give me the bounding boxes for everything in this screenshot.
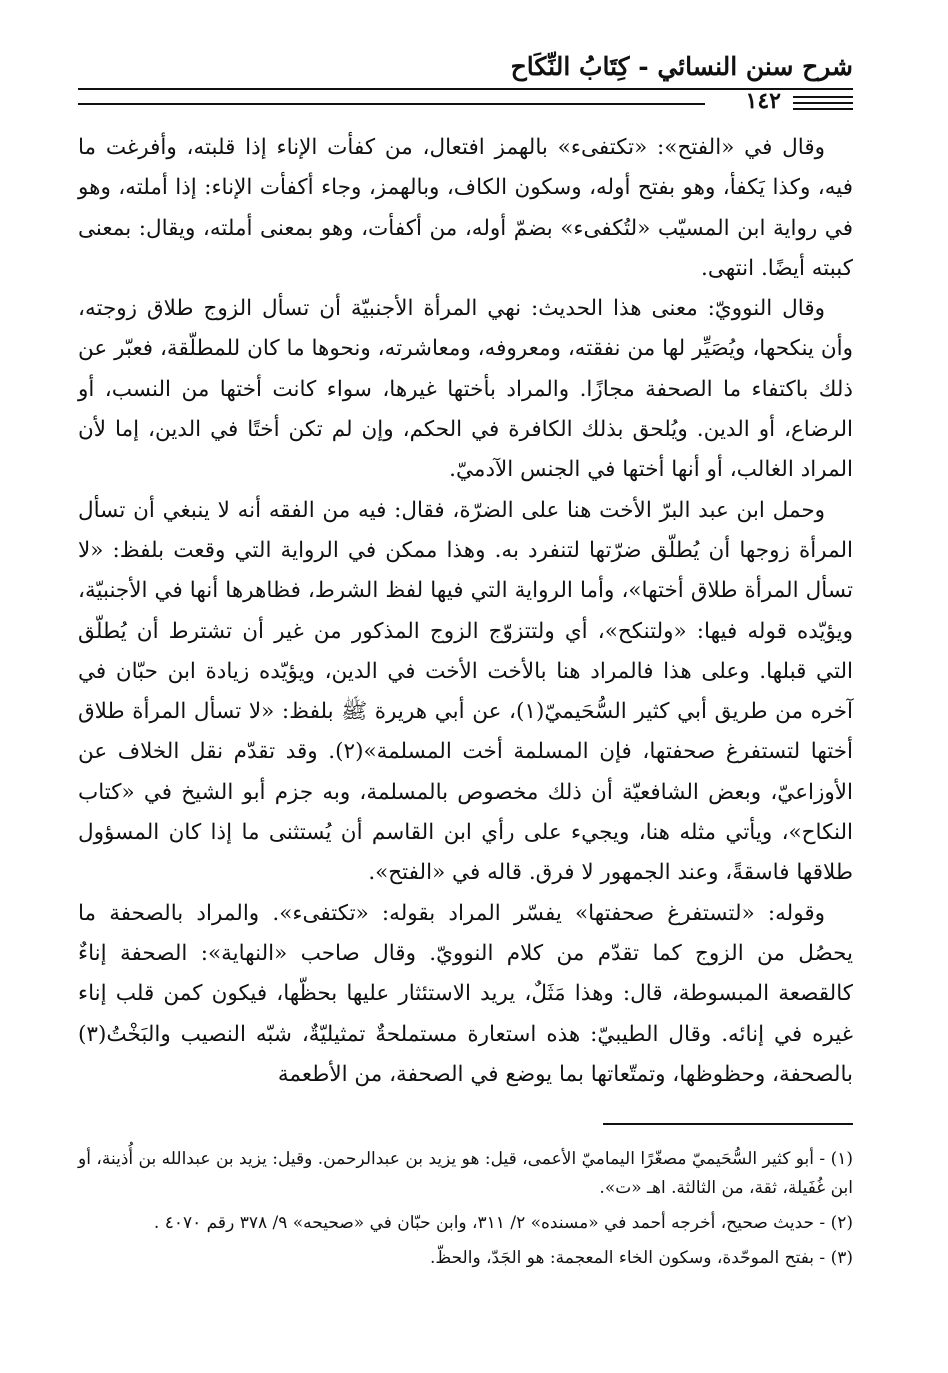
folio-ornament <box>793 96 853 114</box>
main-text <box>78 128 853 1095</box>
paragraph: وقوله: «لتستفرغ صحفتها» يفسّر المراد بقوله: «تكتفىء». والمراد بالصحفة ما يحصُل من الزوج كما تقدّم من كلام النوويّ. وقال صاحب «النهاية»: الصحفة إناءٌ كالقصعة المبسوطة، قال: وهذا مَثَلٌ، يريد الاستئثار عليها بحظّها، فيكون كمن قلب إناء غيره في إنائه. وقال الطيبيّ: هذه استعارة مستملحةٌ تمثيليّةٌ، شبّه النصيب والبَخْتُ(٣) بالصحفة، وحظوظها، وتمتّعاتها بما يوضع في الصحفة، من الأطعمة <box>78 900 853 1087</box>
paragraph: وقال النوويّ: معنى هذا الحديث: نهي المرأة الأجنبيّة أن تسأل الزوج طلاق زوجته، وأن ينكحها، ويُصَيِّر لها من نفقته، ومعروفه، ومعاشرته، ونحوها ما كان للمطلّقة، فعبّر عن ذلك باكتفاء ما الصحفة مجازًا. والمراد بأختها غيرها، سواء كانت أختها من النسب، أو الرضاع، أو الدين. ويُلحق بذلك الكافرة في الحكم، وإن لم تكن أختًا في الدين، إما لأن المراد الغالب، أو أنها أختها في الجنس الآدميّ. <box>78 296 853 483</box>
footnotes <box>78 1145 853 1279</box>
folio-row <box>78 88 853 118</box>
footnote: (٣) - بفتح الموحّدة، وسكون الخاء المعجمة: هو الجَدّ، والحظّ. <box>430 1248 853 1268</box>
page-number: ١٤٢ <box>745 88 781 114</box>
footnote-separator <box>603 1123 853 1125</box>
footnote: (١) - أبو كثير السُّحَيميّ مصغّرًا اليماميّ الأعمى، قيل: هو يزيد بن عبدالرحمن. وقيل: يزيد بن عبدالله بن أُذينة، أو ابن غُفَيلة، ثقة، من الثالثة. اهـ «ت». <box>78 1149 853 1198</box>
book-title: شرح سنن النسائي - كِتَابُ النِّكَاح <box>510 52 853 81</box>
folio-rule <box>78 103 705 105</box>
paragraph: وقال في «الفتح»: «تكتفىء» بالهمز افتعال، من كفأت الإناء إذا قلبته، وأفرغت ما فيه، وكذا يَكفأ، وهو بفتح أوله، وسكون الكاف، وبالهمز، وجاء أكفأت الإناء: إذا أملته، وهو في رواية ابن المسيّب «لتُكفىء» بضمّ أوله، من أكفأت، وهو بمعنى أملته، ويقال: بمعنى كببته أيضًا. انتهى. <box>78 135 853 281</box>
running-header <box>78 48 853 92</box>
paragraph: وحمل ابن عبد البرّ الأخت هنا على الضرّة، فقال: فيه من الفقه أنه لا ينبغي أن تسأل المرأة زوجها أن يُطلّق ضرّتها لتنفرد به. وهذا ممكن في الرواية التي وقعت بلفظ: «لا تسأل المرأة طلاق أختها»، وأما الرواية التي فيها لفظ الشرط، فظاهرها أنها في الأجنبيّة، ويؤيّده قوله فيها: «ولتنكح»، أي ولتتزوّج الزوج المذكور من غير أن تشترط أن يُطلّق التي قبلها. وعلى هذا فالمراد هنا بالأخت الأخت في الدين، ويؤيّده زيادة ابن حبّان في آخره من طريق أبي كثير السُّحَيميّ(١)، عن أبي هريرة ﷺ بلفظ: «لا تسأل المرأة طلاق أختها لتستفرغ صحفتها، فإن المسلمة أخت المسلمة»(٢). وقد تقدّم نقل الخلاف عن الأوزاعيّ، وبعض الشافعيّة أن ذلك مخصوص بالمسلمة، وبه جزم أبو الشيخ في «كتاب النكاح»، ويأتي مثله هنا، ويجيء على رأي ابن القاسم أن يُستثنى ما إذا كان المسؤول طلاقها فاسقةً، وعند الجمهور لا فرق. قاله في «الفتح». <box>78 497 854 886</box>
footnote: (٢) - حديث صحيح، أخرجه أحمد في «مسنده» ٢/ ٣١١، وابن حبّان في «صحيحه» ٩/ ٣٧٨ رقم ٤٠٧٠ . <box>153 1213 853 1233</box>
